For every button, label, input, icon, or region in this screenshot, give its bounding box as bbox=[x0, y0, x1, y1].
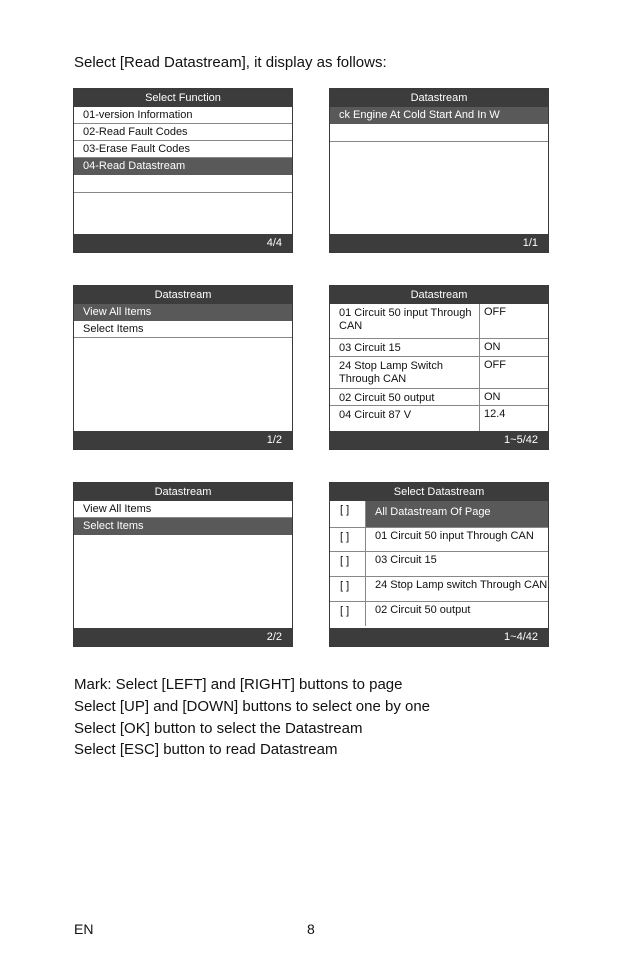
select-row-all[interactable] bbox=[330, 501, 548, 528]
menu-item-view-all-items[interactable]: View All Items bbox=[74, 304, 292, 321]
parameter-value: ON bbox=[484, 341, 501, 353]
menu-item-view-all-items[interactable]: View All Items bbox=[74, 501, 292, 518]
empty-row bbox=[74, 175, 292, 193]
empty-row bbox=[330, 124, 548, 142]
checkbox[interactable]: [ ] bbox=[330, 501, 366, 527]
screen-datastream-values bbox=[329, 285, 549, 450]
instruction-line: Select [OK] button to select the Datastream bbox=[74, 719, 363, 737]
menu-item-read-fault-codes[interactable]: 02-Read Fault Codes bbox=[74, 124, 292, 141]
screen-title: Select Function bbox=[74, 89, 292, 107]
checkbox[interactable]: [ ] bbox=[330, 528, 366, 551]
menu-item-erase-fault-codes[interactable]: 03-Erase Fault Codes bbox=[74, 141, 292, 158]
page-indicator: 1~5/42 bbox=[330, 431, 548, 449]
screen-datastream-menu-1 bbox=[73, 285, 293, 450]
table-row[interactable] bbox=[330, 406, 548, 432]
page-indicator: 1~4/42 bbox=[330, 628, 548, 646]
parameter-value: ON bbox=[484, 391, 501, 403]
table-row[interactable] bbox=[330, 339, 548, 357]
select-row-label: 24 Stop Lamp switch Through CAN bbox=[375, 579, 548, 591]
datastream-table bbox=[330, 304, 548, 432]
checkbox[interactable]: [ ] bbox=[330, 602, 366, 626]
menu-item-select-items[interactable]: Select Items bbox=[74, 518, 292, 535]
screen-datastream-menu-2 bbox=[73, 482, 293, 647]
instruction-line: Select [ESC] button to read Datastream bbox=[74, 741, 338, 759]
intro-text: Select [Read Datastream], it display as follows: bbox=[74, 54, 387, 71]
table-row[interactable] bbox=[330, 304, 548, 339]
select-row-label: All Datastream Of Page bbox=[366, 501, 548, 527]
checkbox[interactable]: [ ] bbox=[330, 577, 366, 601]
select-row[interactable] bbox=[330, 602, 548, 626]
parameter-name: 24 Stop Lamp Switch Through CAN bbox=[330, 357, 480, 388]
select-row[interactable] bbox=[330, 577, 548, 602]
select-row-label: 03 Circuit 15 bbox=[375, 554, 437, 566]
instructions bbox=[74, 674, 430, 761]
screen-title: Select Datastream bbox=[330, 483, 548, 501]
screen-title: Datastream bbox=[74, 483, 292, 501]
select-row[interactable] bbox=[330, 552, 548, 577]
instruction-line: Mark: Select [LEFT] and [RIGHT] buttons to page bbox=[74, 676, 403, 693]
parameter-value: OFF bbox=[484, 359, 506, 371]
parameter-value: 12.4 bbox=[484, 408, 506, 420]
menu-item-version-information[interactable]: 01-version Information bbox=[74, 107, 292, 124]
page-indicator: 1/2 bbox=[74, 431, 292, 449]
menu-item-select-items[interactable]: Select Items bbox=[74, 321, 292, 338]
select-row[interactable] bbox=[330, 528, 548, 552]
page-indicator: 4/4 bbox=[74, 234, 292, 252]
screen-title: Datastream bbox=[330, 286, 548, 304]
language-label: EN bbox=[74, 921, 94, 937]
page-number: 8 bbox=[307, 921, 315, 937]
parameter-value: OFF bbox=[484, 306, 506, 318]
page-indicator: 2/2 bbox=[74, 628, 292, 646]
select-row-label: 02 Circuit 50 output bbox=[375, 604, 471, 616]
parameter-name: 04 Circuit 87 V bbox=[330, 406, 480, 432]
table-row[interactable] bbox=[330, 389, 548, 406]
screen-select-datastream bbox=[329, 482, 549, 647]
checkbox[interactable]: [ ] bbox=[330, 552, 366, 576]
parameter-name: 01 Circuit 50 input Through CAN bbox=[330, 304, 480, 338]
page-indicator: 1/1 bbox=[330, 234, 548, 252]
parameter-name: 02 Circuit 50 output bbox=[330, 389, 480, 405]
table-row[interactable] bbox=[330, 357, 548, 389]
screen-datastream-item bbox=[329, 88, 549, 253]
screen-title: Datastream bbox=[74, 286, 292, 304]
datastream-item[interactable]: ck Engine At Cold Start And In W bbox=[330, 107, 548, 124]
menu-item-read-datastream[interactable]: 04-Read Datastream bbox=[74, 158, 292, 175]
instruction-line: Select [UP] and [DOWN] buttons to select one by one bbox=[74, 697, 431, 715]
select-row-label: 01 Circuit 50 input Through CAN bbox=[375, 530, 534, 542]
screen-title: Datastream bbox=[330, 89, 548, 107]
parameter-name: 03 Circuit 15 bbox=[330, 339, 480, 356]
screen-select-function bbox=[73, 88, 293, 253]
